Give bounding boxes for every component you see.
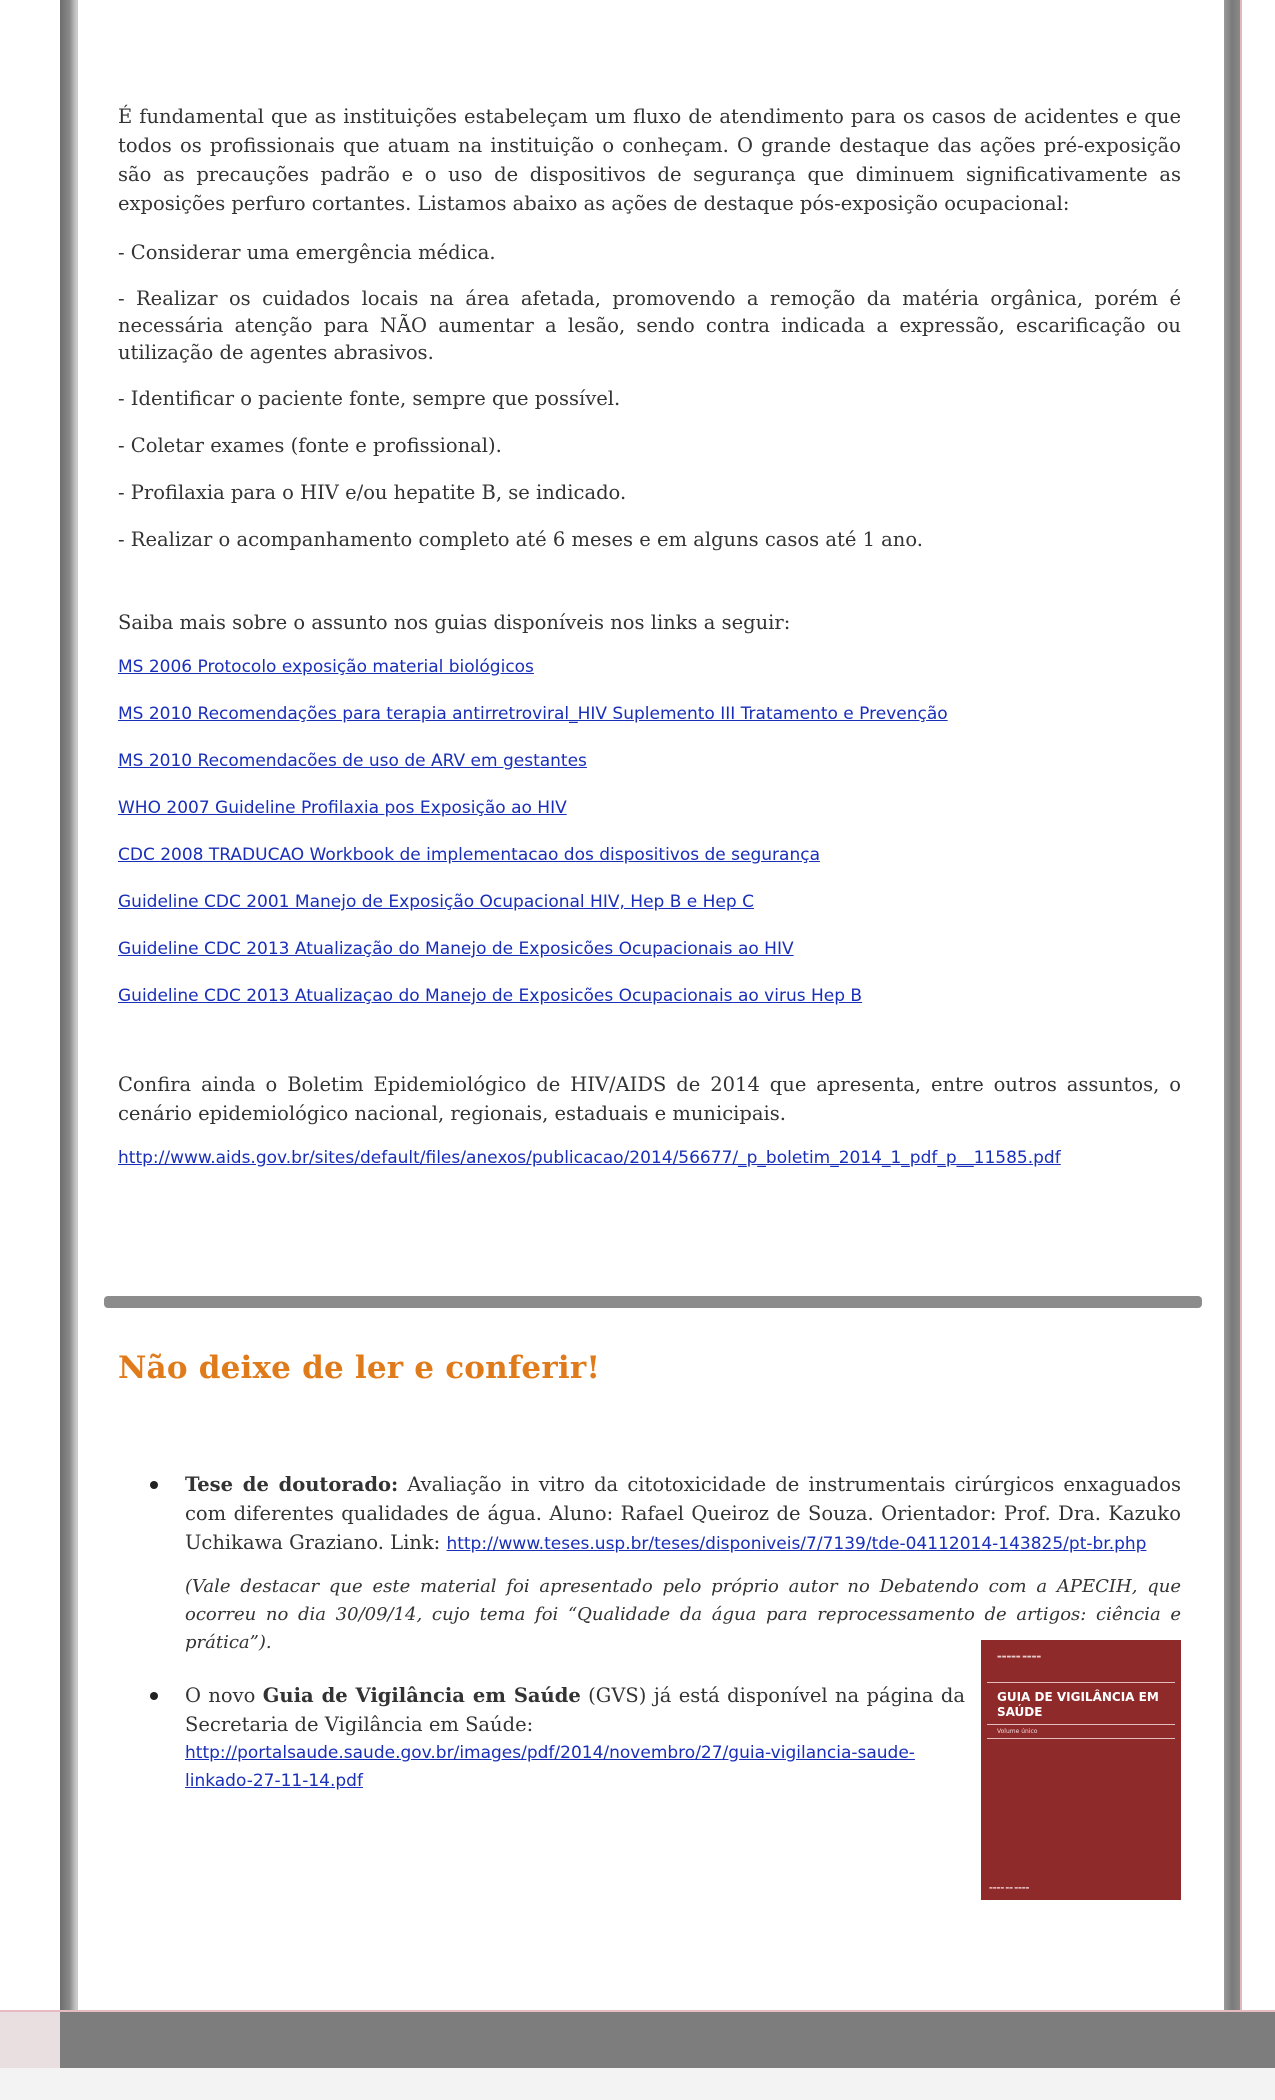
book-cover-line xyxy=(987,1724,1175,1725)
guide-link[interactable] xyxy=(185,1739,965,1795)
bullet-icon xyxy=(150,1692,158,1700)
book-cover-line xyxy=(987,1682,1175,1683)
book-cover-footer: ▬▬▬▬ ▬▬ ▬▬▬▬ xyxy=(989,1885,1030,1890)
thesis-link[interactable]: http://www.teses.usp.br/teses/disponiveis/7/7139/tde-04112014-143825/pt-br.php xyxy=(446,1534,1147,1554)
page-frame-right-edge xyxy=(1240,0,1242,2100)
intro-paragraph: É fundamental que as instituições estabeleçam um fluxo de atendimento para os casos de acidentes e que todos os profissionais que atuam na instituição o conheçam. O grande destaque das ações pré-exposição são as precauções padrão e o uso de dispositivos de segurança que diminuem significativamente as exposições perfuro cortantes. Listamos abaixo as ações de destaque pós-exposição ocupacional: xyxy=(118,105,1181,215)
list-item-thesis xyxy=(150,1470,1181,1657)
page-frame-left xyxy=(60,0,76,2100)
book-cover-top-text: ▬▬▬▬▬ ▬▬▬▬ xyxy=(997,1654,1042,1660)
action-item: - Profilaxia para o HIV e/ou hepatite B, se indicado. xyxy=(118,481,627,504)
page-frame-right xyxy=(1224,0,1240,2100)
thesis-description: Avaliação in vitro da citotoxicidade de instrumentais cirúrgicos enxaguados com diferentes qualidades de água. Aluno: Rafael Queiroz de Souza. Orientador: Prof. Dra. Kazuko Uchikawa Graziano. Link: xyxy=(185,1473,1182,1554)
guide-link[interactable]: Guideline CDC 2013 Atualização do Manejo de Exposicões Ocupacionais ao HIV xyxy=(118,939,794,959)
footer-bar-left-block xyxy=(0,2012,60,2070)
list-item-guide xyxy=(150,1681,965,1795)
bulletin-paragraph: Confira ainda o Boletim Epidemiológico de HIV/AIDS de 2014 que apresenta, entre outros assuntos, o cenário epidemiológico nacional, regionais, estaduais e municipais. xyxy=(118,1073,1181,1125)
guide-link[interactable]: Guideline CDC 2001 Manejo de Exposição Ocupacional HIV, Hep B e Hep C xyxy=(118,892,754,912)
main-content xyxy=(118,100,1181,1168)
guide-link[interactable]: CDC 2008 TRADUCAO Workbook de implementacao dos dispositivos de segurança xyxy=(118,845,820,865)
book-cover-line xyxy=(987,1738,1175,1739)
guide-text xyxy=(185,1681,965,1739)
guide-description: (GVS) já está disponível na página da Secretaria de Vigilância em Saúde: xyxy=(185,1684,965,1736)
guide-link-part2: linkado-27-11-14.pdf xyxy=(185,1771,363,1791)
guide-label: Guia de Vigilância em Saúde xyxy=(262,1684,581,1707)
guide-link[interactable]: Guideline CDC 2013 Atualizaçao do Manejo de Exposicões Ocupacionais ao virus Hep B xyxy=(118,986,863,1006)
book-cover-title: GUIA DE VIGILÂNCIA EM SAÚDE xyxy=(997,1690,1159,1719)
page-footer-bottom xyxy=(0,2068,1275,2100)
action-item: - Realizar os cuidados locais na área afetada, promovendo a remoção da matéria orgânica, porém é necessária atenção para NÃO aumentar a lesão, sendo contra indicada a expressão, escarificação ou utilização de agentes abrasivos. xyxy=(118,287,1181,364)
guide-link-part1: http://portalsaude.saude.gov.br/images/pdf/2014/novembro/27/guia-vigilancia-saude- xyxy=(185,1743,915,1763)
thesis-text xyxy=(185,1470,1181,1559)
book-cover-volume: Volume único xyxy=(997,1728,1038,1735)
guide-book-cover-image xyxy=(981,1640,1181,1900)
page-frame-left-inner xyxy=(76,0,78,2100)
section-divider xyxy=(104,1296,1202,1308)
action-item: - Considerar uma emergência médica. xyxy=(118,241,496,264)
thesis-note: (Vale destacar que este material foi apresentado pelo próprio autor no Debatendo com a APECIH, que ocorreu no dia 30/09/14, cujo tema foi “Qualidade da água para reprocessamento de artigos: ciência e prática”). xyxy=(185,1576,1181,1653)
guide-link[interactable]: MS 2010 Recomendações para terapia antirretroviral_HIV Suplemento III Tratamento e Prevenção xyxy=(118,704,948,724)
section-title: Não deixe de ler e conferir! xyxy=(118,1350,601,1386)
thesis-label: Tese de doutorado: xyxy=(185,1473,399,1496)
guides-intro: Saiba mais sobre o assunto nos guias disponíveis nos links a seguir: xyxy=(118,611,791,634)
bulletin-link[interactable]: http://www.aids.gov.br/sites/default/files/anexos/publicacao/2014/56677/_p_boletim_2014_1_pdf_p__11585.pdf xyxy=(118,1148,1061,1168)
guides-link-list xyxy=(118,657,1181,1006)
action-item: - Identificar o paciente fonte, sempre que possível. xyxy=(118,387,621,410)
action-item: - Coletar exames (fonte e profissional). xyxy=(118,434,502,457)
action-item: - Realizar o acompanhamento completo até 6 meses e em alguns casos até 1 ano. xyxy=(118,528,923,551)
guide-link[interactable]: MS 2006 Protocolo exposição material biológicos xyxy=(118,657,534,677)
guide-prefix: O novo xyxy=(185,1684,263,1707)
page-footer-bar xyxy=(0,2010,1275,2070)
guide-link[interactable]: MS 2010 Recomendacões de uso de ARV em gestantes xyxy=(118,751,587,771)
guide-link[interactable]: WHO 2007 Guideline Profilaxia pos Exposição ao HIV xyxy=(118,798,567,818)
bullet-icon xyxy=(150,1481,158,1489)
